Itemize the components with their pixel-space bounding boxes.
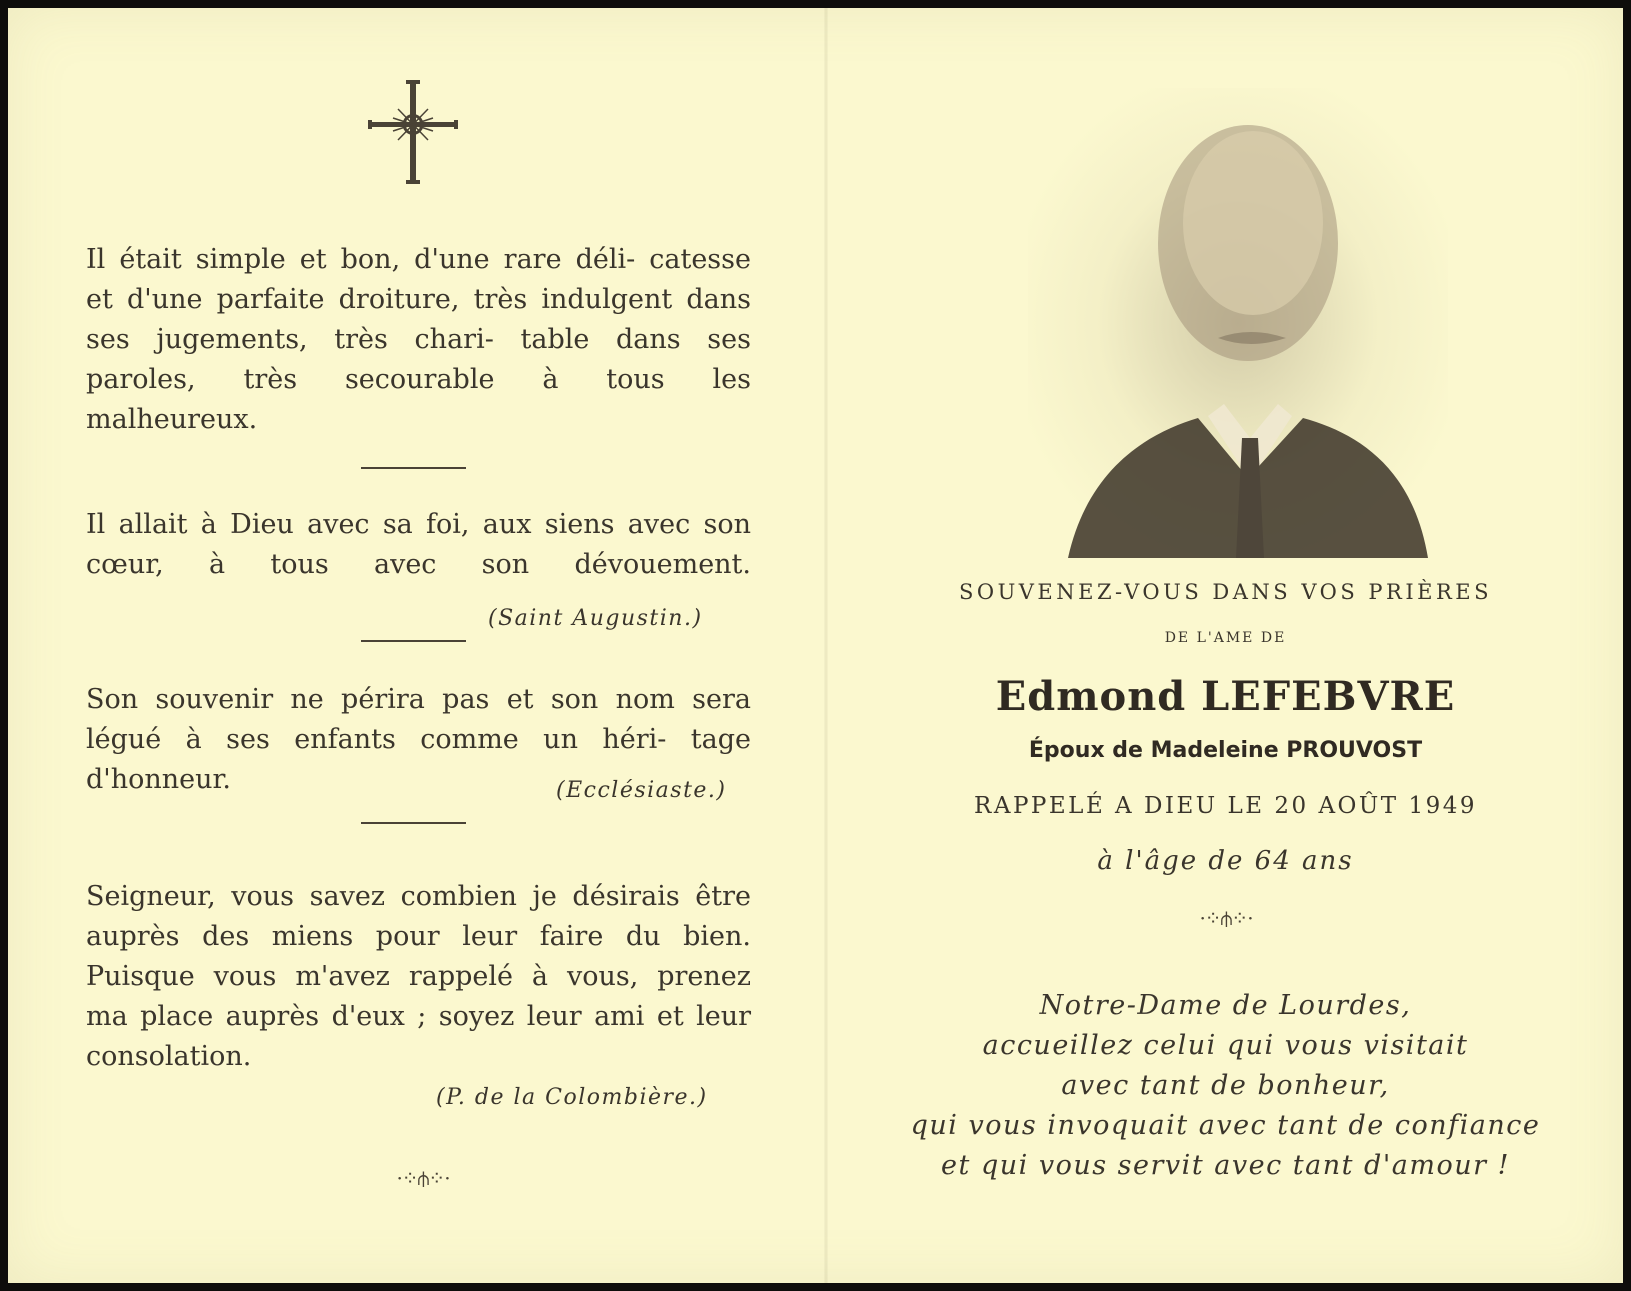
subheading-de-lame: DE L'AME DE xyxy=(1164,630,1287,646)
portrait-photo xyxy=(1028,88,1448,558)
right-panel xyxy=(828,8,1623,1283)
deceased-name: Edmond LEFEBVRE xyxy=(995,673,1456,720)
age-line: à l'âge de 64 ans xyxy=(1097,846,1354,876)
divider-rule xyxy=(361,467,466,469)
quote-paragraph-2: Il allait à Dieu avec sa foi, aux siens avec son cœur, à tous avec son dévouement. xyxy=(86,509,751,580)
divider-rule xyxy=(361,822,466,824)
ornament-icon: ·⁘⫛⁘· xyxy=(1199,906,1253,930)
divider-rule xyxy=(361,640,466,642)
quote-paragraph-1: Il était simple et bon, d'une rare déli- catesse et d'une parfaite droiture, très indulgent dans ses jugements, très chari- table dans ses paroles, très secourable à tous les malheureux. xyxy=(86,244,751,435)
cross-icon xyxy=(368,78,458,188)
citation-saint-augustin: (Saint Augustin.) xyxy=(488,606,703,631)
left-panel xyxy=(8,8,824,1283)
heading-souvenez: SOUVENEZ-VOUS DANS VOS PRIÈRES xyxy=(958,580,1493,604)
quote-paragraph-4: Seigneur, vous savez combien je désirais être auprès des miens pour leur faire du bien. Puisque vous m'avez rappelé à vous, prenez ma place auprès d'eux ; soyez leur ami et leur consolation. xyxy=(86,881,751,1072)
date-of-death: RAPPELÉ A DIEU LE 20 AOÛT 1949 xyxy=(974,793,1477,819)
portrait-silhouette xyxy=(1028,88,1448,558)
prayer-line-1: Notre-Dame de Lourdes, xyxy=(1039,990,1412,1021)
prayer-line-3: avec tant de bonheur, xyxy=(1061,1070,1390,1101)
prayer-line-2: accueillez celui qui vous visitait xyxy=(982,1030,1469,1061)
memorial-card xyxy=(8,8,1623,1283)
prayer-line-5: et qui vous servit avec tant d'amour ! xyxy=(941,1150,1510,1181)
ornament-icon: ·⁘⫛⁘· xyxy=(396,1166,450,1190)
spouse-line: Époux de Madeleine PROUVOST xyxy=(1028,738,1423,763)
citation-colombiere: (P. de la Colombière.) xyxy=(436,1085,708,1110)
quote-paragraph-3: Son souvenir ne périra pas et son nom sera légué à ses enfants comme un héri- tage d'honneur. xyxy=(86,684,751,795)
citation-ecclesiaste: (Ecclésiaste.) xyxy=(556,778,727,803)
prayer-line-4: qui vous invoquait avec tant de confiance xyxy=(910,1110,1541,1141)
